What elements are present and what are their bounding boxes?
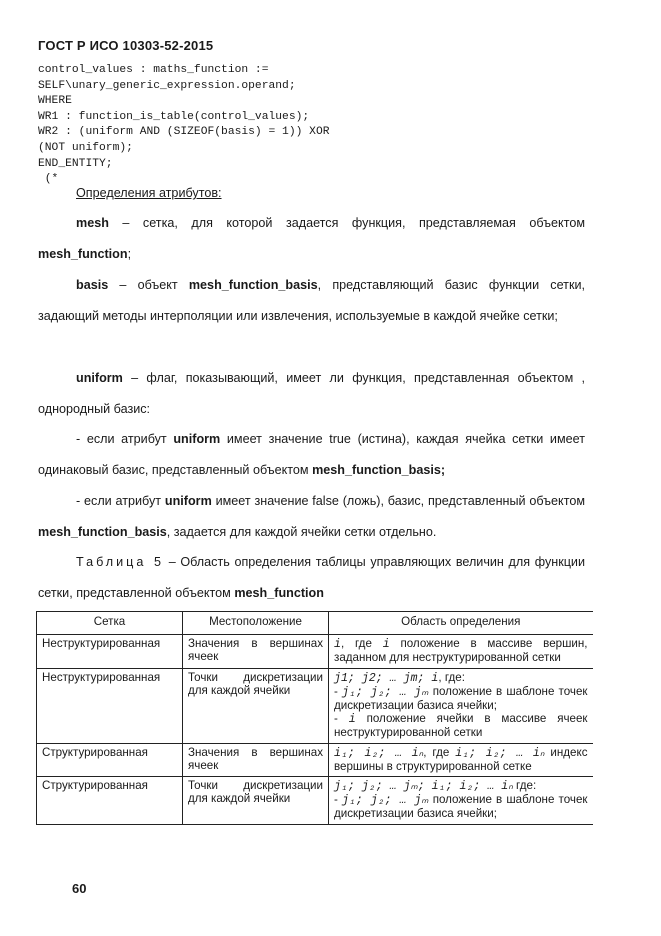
math: i₁; i₂; … iₙ bbox=[334, 746, 424, 760]
cell-location: Значения в вершинах ячеек bbox=[183, 743, 329, 776]
cell-location: Точки дискретизации для каждой ячейки bbox=[183, 668, 329, 743]
paragraph-uniform-true bbox=[38, 424, 585, 486]
cell-grid: Структурированная bbox=[37, 743, 183, 776]
code-line: WR2 : (uniform AND (SIZEOF(basis) = 1)) XOR bbox=[38, 126, 330, 139]
text: ; bbox=[127, 247, 132, 261]
text: положение в шаблоне точек дискретизации базиса ячейки; bbox=[334, 793, 588, 821]
paragraph-uniform-false bbox=[38, 486, 585, 548]
text: , где: bbox=[438, 670, 465, 684]
text: , где bbox=[340, 637, 383, 651]
paragraph-mesh bbox=[38, 208, 585, 270]
text: – флаг, показывающий, имеет ли функция, представленная объектом , однородный базис: bbox=[38, 371, 585, 416]
code-line: control_values : maths_function := bbox=[38, 64, 269, 76]
ref-mesh-function-basis: mesh_function_basis bbox=[38, 525, 167, 539]
cell-domain bbox=[329, 743, 593, 776]
paragraph-uniform bbox=[38, 363, 585, 425]
domain-line bbox=[334, 779, 588, 793]
cell-location: Значения в вершинах ячеек bbox=[183, 635, 329, 668]
page-number: 60 bbox=[72, 881, 87, 896]
text: , задается для каждой ячейки сетки отдельно. bbox=[166, 525, 437, 539]
math: i bbox=[348, 713, 356, 727]
header-location: Местоположение bbox=[183, 612, 329, 635]
table-header-row bbox=[37, 612, 593, 635]
header-domain: Область определения bbox=[329, 612, 593, 635]
text: , представляющий базис функции сетки, задающий методы интерполяции или извлечения, используемые в каждой ячейке сетки; bbox=[38, 278, 585, 323]
cell-grid: Неструктурированная bbox=[37, 668, 183, 743]
cell-domain bbox=[329, 668, 593, 743]
ref-mesh-function: mesh_function bbox=[234, 586, 324, 600]
math: j₁; j₂; … jₘ; i₁; i₂; … iₙ bbox=[334, 780, 513, 794]
ref-mesh-function: mesh_function bbox=[38, 247, 128, 261]
math: i₁; i₂; … iₙ bbox=[455, 746, 545, 760]
term-mesh: mesh bbox=[76, 216, 109, 230]
table-row bbox=[37, 743, 593, 776]
text: - если атрибут bbox=[76, 494, 165, 508]
text: - bbox=[334, 684, 343, 698]
cell-grid: Структурированная bbox=[37, 777, 183, 825]
text: - если атрибут bbox=[76, 432, 174, 446]
math: i bbox=[382, 638, 390, 652]
cell-domain bbox=[329, 635, 593, 668]
text: положение в массиве вершин, заданном для неструктурированной сетки bbox=[334, 637, 588, 665]
domain-line bbox=[334, 793, 588, 820]
text: имеет значение false (ложь), базис, представленный объектом bbox=[211, 494, 585, 508]
term-basis: basis bbox=[76, 278, 109, 292]
text: - bbox=[334, 793, 343, 807]
code-line: (NOT uniform); bbox=[38, 141, 133, 154]
table-row bbox=[37, 777, 593, 825]
code-line: (* bbox=[38, 173, 59, 186]
ref-mesh-function-basis: mesh_function_basis; bbox=[312, 463, 446, 477]
text: , где bbox=[423, 745, 456, 759]
text: индекс вершины в структурированной сетке bbox=[334, 745, 588, 773]
attributes-heading bbox=[38, 178, 585, 209]
term-uniform: uniform bbox=[164, 494, 212, 508]
cell-domain bbox=[329, 777, 593, 825]
term-uniform: uniform bbox=[76, 371, 123, 385]
table-label: Таблица 5 bbox=[76, 555, 165, 569]
domain-table bbox=[36, 611, 593, 825]
express-code-block bbox=[38, 63, 330, 188]
math: j1; j2; … jm; i bbox=[334, 671, 439, 685]
text: имеет значение true (истина), каждая ячейка сетки имеет одинаковый базис, представленный объектом bbox=[38, 432, 585, 477]
domain-line bbox=[334, 712, 588, 739]
text: – Область определения таблицы управляющих величин для функции сетки, представленной объектом bbox=[38, 555, 585, 600]
page-bottom-mask bbox=[36, 866, 592, 936]
math: j₁; j₂; … jₘ bbox=[342, 685, 429, 699]
code-line: SELF\unary_generic_expression.operand; bbox=[38, 79, 296, 92]
code-line: END_ENTITY; bbox=[38, 157, 113, 170]
table-caption bbox=[38, 547, 585, 609]
code-line: WR1 : function_is_table(control_values); bbox=[38, 110, 310, 123]
cell-grid: Неструктурированная bbox=[37, 635, 183, 668]
table-row bbox=[37, 668, 593, 743]
cell-location: Точки дискретизации для каждой ячейки bbox=[183, 777, 329, 825]
document-header: ГОСТ Р ИСО 10303-52-2015 bbox=[38, 38, 214, 53]
text: – объект bbox=[108, 278, 189, 292]
table-row bbox=[37, 635, 593, 668]
attributes-heading-text: Определения атрибутов: bbox=[76, 186, 222, 200]
math: i bbox=[334, 638, 341, 652]
paragraph-basis bbox=[38, 270, 585, 332]
term-uniform: uniform bbox=[173, 432, 221, 446]
domain-line bbox=[334, 685, 588, 712]
math: j₁; j₂; … jₘ bbox=[342, 794, 429, 808]
text: где: bbox=[512, 779, 537, 793]
code-line: WHERE bbox=[38, 95, 72, 108]
text: - bbox=[334, 712, 349, 726]
ref-mesh-function-basis: mesh_function_basis bbox=[188, 278, 318, 292]
header-grid: Сетка bbox=[37, 612, 183, 635]
text: – сетка, для которой задается функция, представляемая объектом bbox=[108, 216, 585, 230]
domain-line bbox=[334, 671, 588, 685]
text: положение ячейки в массиве ячеек неструктурированной сетки bbox=[334, 712, 588, 740]
text: положение в шаблоне точек дискретизации базиса ячейки; bbox=[334, 684, 588, 713]
